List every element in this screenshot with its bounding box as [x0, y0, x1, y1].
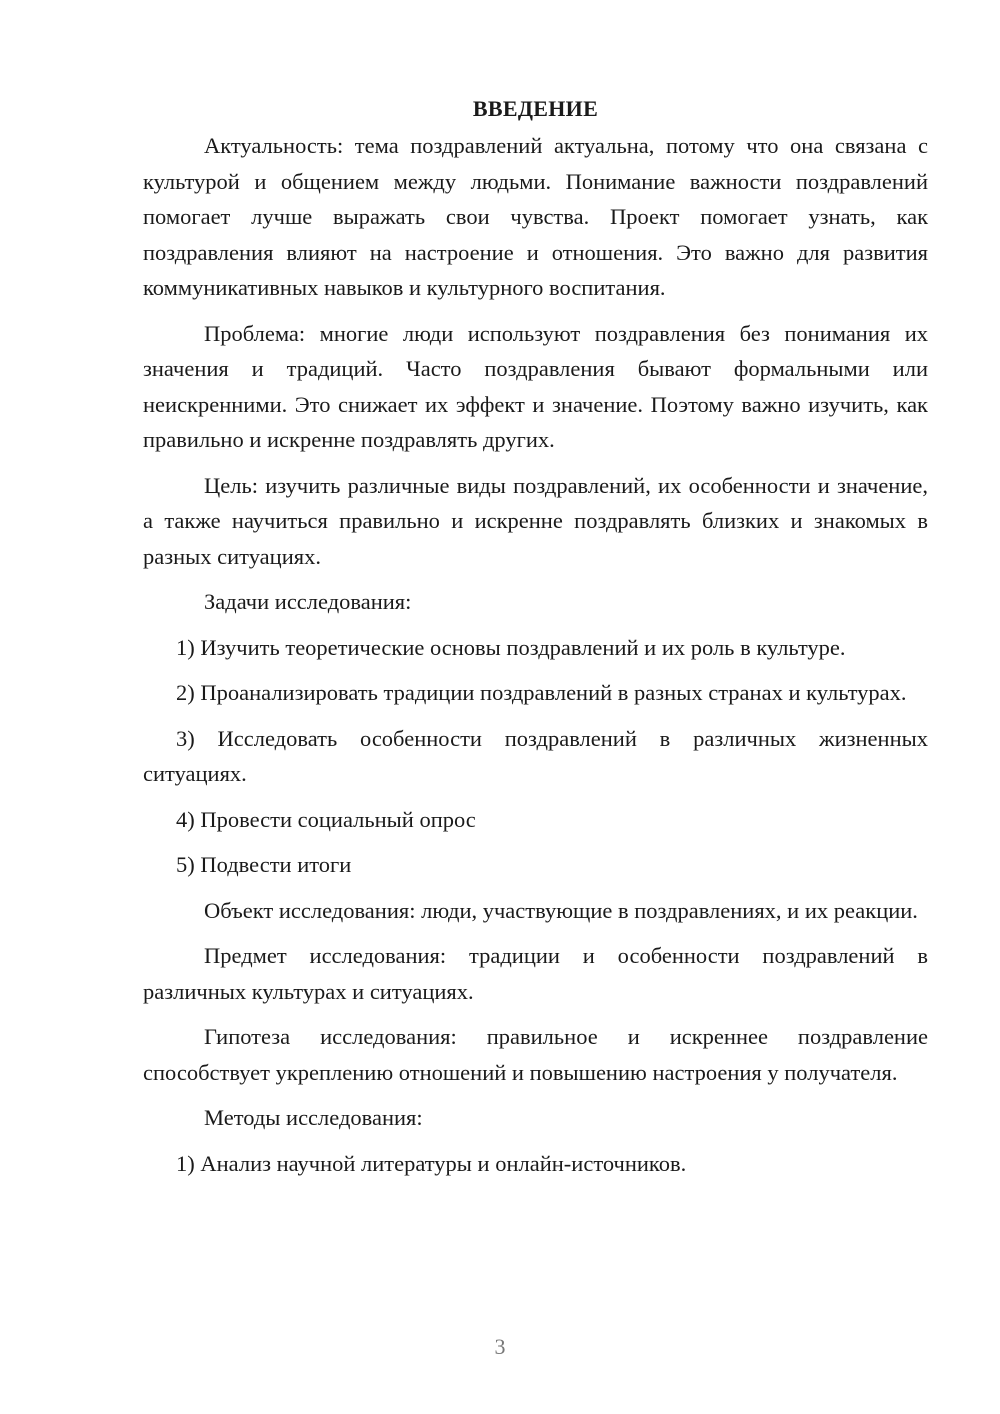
task-item-3: 3) Исследовать особенности поздравлений в различных жизненных ситуациях. [143, 725, 928, 786]
page-title: ВВЕДЕНИЕ [472, 96, 599, 121]
method-item-1: 1) Анализ научной литературы и онлайн-источников. [176, 1150, 687, 1176]
task-item-2: 2) Проанализировать традиции поздравлений в разных странах и культурах. [176, 680, 907, 705]
methods-heading: Методы исследования: [204, 1105, 423, 1130]
hypothesis-paragraph: Гипотеза исследования: правильное и искреннее поздравление способствует укреплению отношений и повышению настроения у получателя. [143, 1024, 928, 1085]
object-paragraph: Объект исследования: люди, участвующие в поздравлениях, и их реакции. [204, 897, 918, 923]
task-item-1: 1) Изучить теоретические основы поздравлений и их роль в культуре. [176, 634, 846, 660]
subject-paragraph: Предмет исследования: традиции и особенности поздравлений в различных культурах и ситуациях. [143, 943, 928, 1004]
tasks-heading: Задачи исследования: [204, 589, 412, 614]
task-item-4: 4) Провести социальный опрос [176, 806, 476, 832]
problem-paragraph: Проблема: многие люди используют поздравления без понимания их значения и традиций. Часто поздравления бывают формальными или неискренними. Это снижает их эффект и значение. Поэтому важно изучить, как правильно и искренне поздравлять других. [143, 320, 928, 452]
relevance-paragraph: Актуальность: тема поздравлений актуальна, потому что она связана с культурой и общением между людьми. Понимание важности поздравлений помогает лучше выражать свои чувства. Проект помогает узнать, как поздравления влияют на настроение и отношения. Это важно для развития коммуникативных навыков и культурного воспитания. [143, 133, 928, 300]
page-number: 3 [494, 1334, 506, 1359]
document-page [143, 92, 928, 1181]
task-item-5: 5) Подвести итоги [176, 852, 352, 877]
goal-paragraph: Цель: изучить различные виды поздравлений, их особенности и значение, а также научиться правильно и искренне поздравлять близких и знакомых в разных ситуациях. [143, 472, 928, 569]
